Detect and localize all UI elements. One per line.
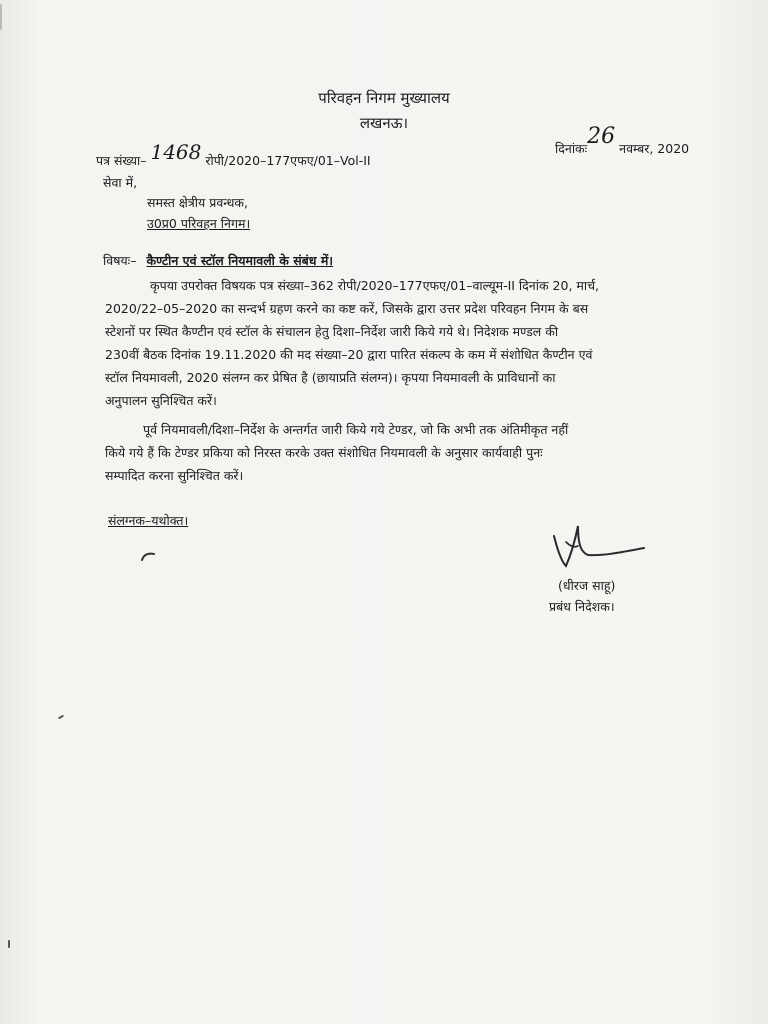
addressee-line2: उ0प्र0 परिवहन निगम।: [147, 216, 251, 231]
subject-label: विषयः–: [103, 253, 137, 268]
stray-mark: [8, 940, 10, 948]
reference-suffix: रोपी/2020–177एफए/01–Vol-II: [205, 153, 371, 168]
office-title: परिवहन निगम मुख्यालय: [318, 89, 450, 107]
reference-line: [96, 140, 371, 170]
signatory-designation: प्रबंध निदेशक।: [549, 599, 615, 614]
body-line: 2020/22–05–2020 का सन्दर्भ ग्रहण करने का कष्ट करें, जिसके द्वारा उत्तर प्रदेश परिवहन निगम के बस: [105, 301, 589, 316]
office-city: लखनऊ।: [359, 114, 409, 132]
reference-number-handwritten: 1468: [150, 140, 202, 164]
addressee-line1: समस्त क्षेत्रीय प्रवन्धक,: [147, 195, 248, 210]
body-line: किये गये हैं कि टेण्डर प्रकिया को निरस्त करके उक्त संशोधित नियमावली के अनुसार कार्यवाही पुनः: [105, 445, 543, 460]
date-rest: नवम्बर, 2020: [619, 141, 690, 156]
body-paragraph-2: [105, 418, 710, 487]
subject-text: कैण्टीन एवं स्टॉल नियमावली के संबंध में।: [146, 253, 334, 268]
reference-prefix: पत्र संख्या–: [96, 153, 147, 168]
body-line: अनुपालन सुनिश्चित करें।: [105, 393, 217, 408]
signature-scribble: [548, 522, 648, 572]
body-line: स्टेशनों पर स्थित कैण्टीन एवं स्टॉल के संचालन हेतु दिशा–निर्देश जारी किये गये थे। निदेशक मण्डल की: [105, 324, 559, 339]
body-line: कृपया उपरोक्त विषयक पत्र संख्या–362 रोपी/2020–177एफए/01–वाल्यूम-II दिनांक 20, मार्च,: [150, 278, 600, 293]
scan-edge-mark: [0, 4, 2, 30]
body-line: 230वीं बैठक दिनांक 19.11.2020 की मद संख्या–20 द्वारा पारित संकल्प के कम में संशोधित कैण्टीन एवं: [105, 347, 593, 362]
body-line: पूर्व नियमावली/दिशा–निर्देश के अन्तर्गत जारी किये गये टेण्डर, जो कि अभी तक अंतिमीकृत नहीं: [143, 422, 569, 437]
date-day-handwritten: 26: [587, 124, 616, 149]
enclosure-note: संलग्नक–यथोक्त।: [108, 513, 189, 528]
stray-mark: [58, 715, 64, 720]
body-line: सम्पादित करना सुनिश्चित करें।: [105, 468, 244, 483]
subject-line: [103, 252, 333, 269]
signatory-name: (धीरज साहू): [558, 578, 616, 593]
body-line: स्टॉल नियमावली, 2020 संलग्न कर प्रेषित है (छायाप्रति संलग्न)। कृपया नियमावली के प्राविधानों का: [105, 370, 556, 385]
salutation: सेवा में,: [103, 175, 138, 190]
stray-mark: [140, 550, 160, 564]
date-label: दिनांकः: [555, 141, 588, 156]
body-paragraph-1: [105, 274, 710, 412]
date-line: [555, 124, 690, 159]
